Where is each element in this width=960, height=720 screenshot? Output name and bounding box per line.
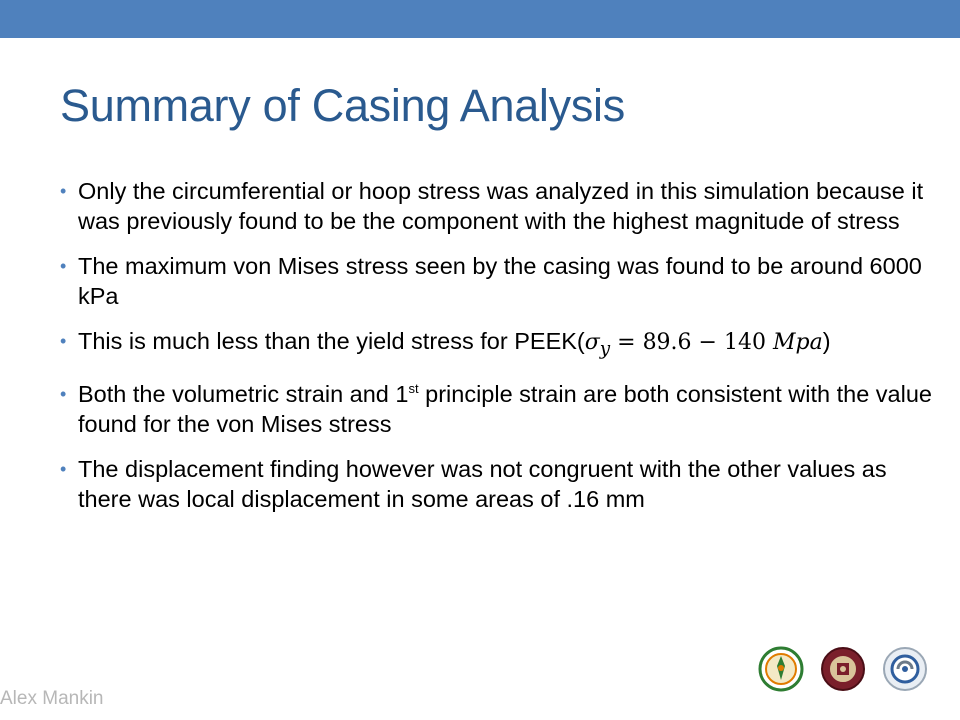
bullet-item bbox=[60, 326, 940, 364]
bullet-item bbox=[60, 454, 940, 514]
top-accent-bar bbox=[0, 0, 960, 38]
bullet-text-rest: principle strain are both consistent with the value found for the von Mises stress bbox=[78, 381, 932, 438]
bullet-text: Both the volumetric strain and 1 bbox=[78, 381, 409, 408]
bullet-text-end: ) bbox=[822, 328, 831, 354]
bullet-item bbox=[60, 379, 940, 439]
bullet-text: This is much less than the yield stress for PEEK( bbox=[78, 328, 585, 354]
yield-stress-formula bbox=[584, 330, 823, 360]
range-low: 89.6 bbox=[642, 330, 692, 355]
bullet-text: The maximum von Mises stress seen by the casing was found to be around 6000 kPa bbox=[78, 253, 922, 309]
bullet-text: Only the circumferential or hoop stress was analyzed in this simulation because it was previously found to be the component with the highest magnitude of stress bbox=[78, 178, 924, 234]
bullet-list bbox=[60, 176, 940, 529]
ordinal-superscript: st bbox=[408, 381, 419, 397]
famu-seal-icon bbox=[758, 646, 804, 692]
sigma-symbol: σ bbox=[584, 330, 600, 355]
engineering-logo-icon bbox=[882, 646, 928, 692]
bullet-item bbox=[60, 176, 940, 236]
logo-strip bbox=[758, 646, 928, 692]
range-dash: − bbox=[691, 330, 724, 355]
sigma-subscript: y bbox=[599, 338, 611, 360]
fsu-seal-icon bbox=[820, 646, 866, 692]
bullet-item bbox=[60, 251, 940, 311]
range-high: 140 bbox=[723, 330, 766, 355]
unit-label: Mpa bbox=[772, 330, 823, 355]
equals-sign: = bbox=[610, 330, 643, 355]
author-name: Alex Mankin bbox=[0, 688, 104, 709]
bullet-text: The displacement finding however was not congruent with the other values as there was local displacement in some areas of .16 mm bbox=[78, 456, 887, 513]
slide-title: Summary of Casing Analysis bbox=[60, 80, 625, 131]
